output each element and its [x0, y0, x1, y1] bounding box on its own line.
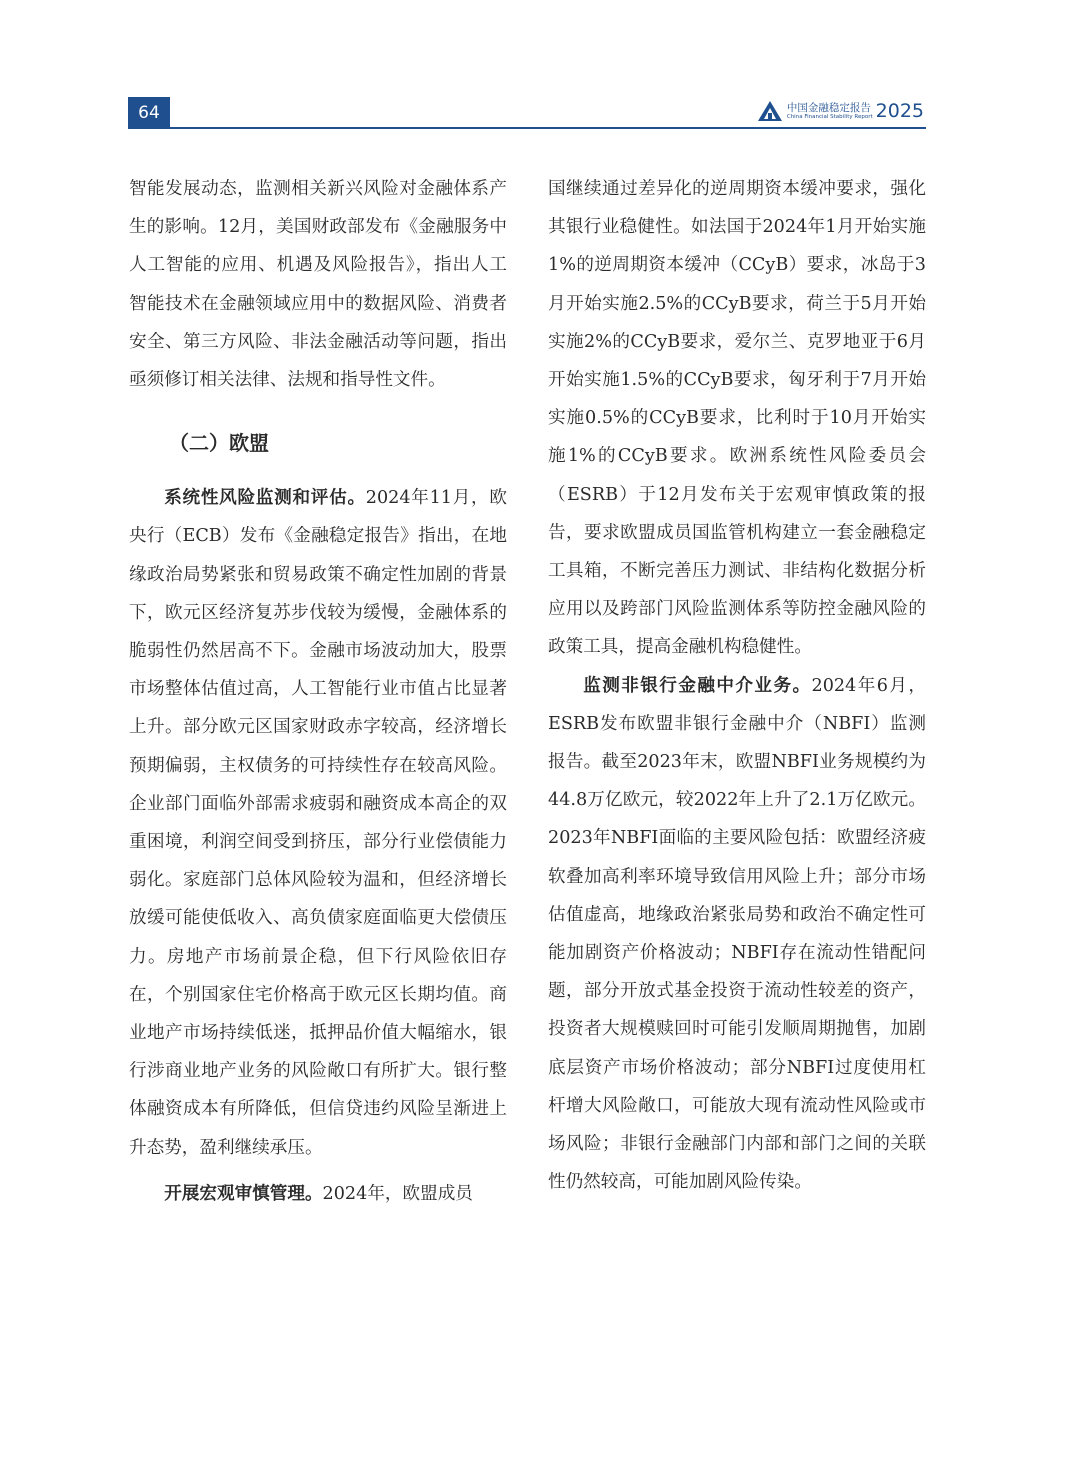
paragraph-ai-monitoring: 智能发展动态，监测相关新兴风险对金融体系产生的影响。12月，美国财政部发布《金融服务中人工智能的应用、机遇及风险报告》，指出人工智能技术在金融领域应用中的数据风险、消费者安全、第三方风险、非法金融活动等问题，指出亟须修订相关法律、法规和指导性文件。 — [129, 179, 507, 391]
paragraph-body-macroprudential-start: 2024年，欧盟成员 — [322, 1183, 473, 1204]
paragraph-ccyb: 国继续通过差异化的逆周期资本缓冲要求，强化其银行业稳健性。如法国于2024年1月开始实施1%的逆周期资本缓冲（CCyB）要求，冰岛于3月开始实施2.5%的CCyB要求，荷兰于5月开始实施2%的CCyB要求，爱尔兰、克罗地亚于6月开始实施1.5%的CCyB要求，匈牙利于7月开始实施0.5%的CCyB要求，比利时于10月开始实施1%的CCyB要求。欧洲系统性风险委员会（ESRB）于12月发布关于宏观审慎政策的报告，要求欧盟成员国监管机构建立一套金融稳定工具箱，不断完善压力测试、非结构化数据分析应用以及跨部门风险监测体系等防控金融风险的政策工具，提高金融机构稳健性。 — [548, 179, 926, 658]
header-rule — [128, 127, 926, 129]
right-column — [548, 170, 926, 1201]
report-logo-icon — [757, 100, 783, 122]
paragraph-lead-macroprudential: 开展宏观审慎管理。 — [164, 1183, 323, 1204]
paragraph-nbfi — [548, 667, 926, 1202]
page-header — [128, 97, 926, 129]
report-title-cn: 中国金融稳定报告 — [786, 101, 871, 114]
report-title-en: China Financial Stability Report — [786, 113, 873, 120]
report-brand — [757, 97, 924, 125]
paragraph-lead-systemic-risk: 系统性风险监测和评估。 — [164, 488, 366, 509]
section-heading-eu: （二）欧盟 — [169, 431, 269, 456]
left-column — [129, 170, 507, 1213]
paragraph-systemic-risk — [129, 479, 507, 1167]
paragraph-macroprudential — [129, 1175, 507, 1213]
paragraph-body-systemic-risk: 2024年11月，欧央行（ECB）发布《金融稳定报告》指出，在地缘政治局势紧张和贸易政策不确定性加剧的背景下，欧元区经济复苏步伐较为缓慢，金融体系的脆弱性仍然居高不下。金融市场波动加大，股票市场整体估值过高，人工智能行业市值占比显著上升。部分欧元区国家财政赤字较高，经济增长预期偏弱，主权债务的可持续性存在较高风险。企业部门面临外部需求疲弱和融资成本高企的双重困境，利润空间受到挤压，部分行业偿债能力弱化。家庭部门总体风险较为温和，但经济增长放缓可能使低收入、高负债家庭面临更大偿债压力。房地产市场前景企稳，但下行风险依旧存在，个别国家住宅价格高于欧元区长期均值。商业地产市场持续低迷，抵押品价值大幅缩水，银行涉商业地产业务的风险敞口有所扩大。银行整体融资成本有所降低，但信贷违约风险呈渐进上升态势，盈利继续承压。 — [129, 488, 507, 1158]
paragraph-body-nbfi: 2024年6月，ESRB发布欧盟非银行金融中介（NBFI）监测报告。截至2023年末，欧盟NBFI业务规模约为44.8万亿欧元，较2022年上升了2.1万亿欧元。2023年NBFI面临的主要风险包括：欧盟经济疲软叠加高利率环境导致信用风险上升；部分市场估值虚高，地缘政治紧张局势和政治不确定性可能加剧资产价格波动；NBFI存在流动性错配问题，部分开放式基金投资于流动性较差的资产，投资者大规模赎回时可能引发顺周期抛售，加剧底层资产市场价格波动；部分NBFI过度使用杠杆增大风险敞口，可能放大现有流动性风险或市场风险；非银行金融部门内部和部门之间的关联性仍然较高，可能加剧风险传染。 — [548, 675, 926, 1193]
page-number: 64 — [128, 97, 170, 129]
paragraph-lead-nbfi: 监测非银行金融中介业务。 — [583, 675, 812, 696]
report-year: 2025 — [875, 100, 924, 122]
